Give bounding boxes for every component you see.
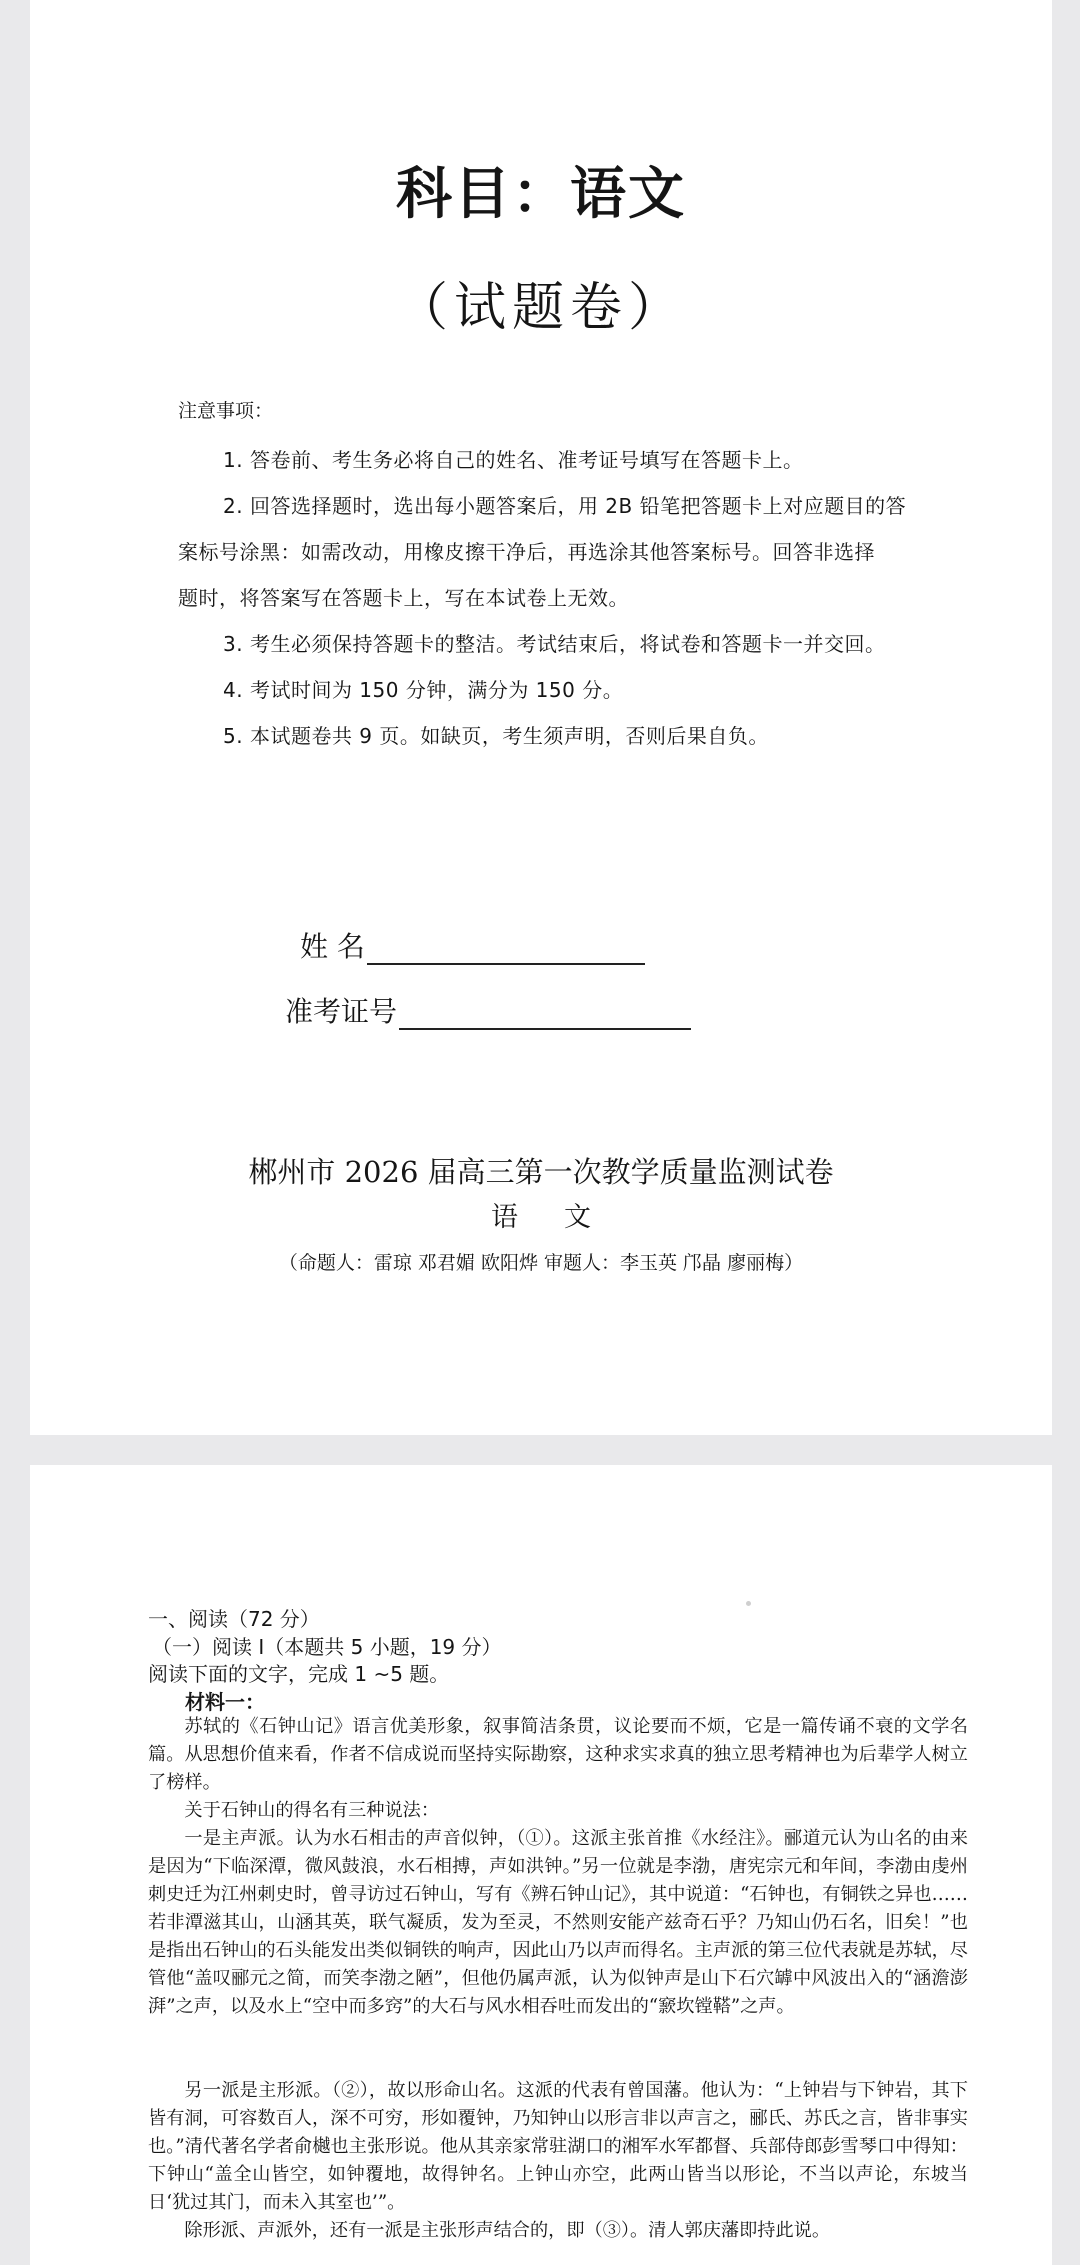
- paragraph: 苏轼的《石钟山记》语言优美形象，叙事简洁条贯，议论要而不烦，它是一篇传诵不衰的文学名篇。从思想价值来看，作者不信成说而坚持实际勘察，这种求实求真的独立思考精神也为后辈学人树立了榜样。: [148, 1716, 968, 1793]
- reading-page: [30, 1465, 1052, 2265]
- name-label: 姓 名: [300, 930, 365, 963]
- exam-subject: 语文: [491, 1202, 637, 1233]
- exam-id-blank[interactable]: [399, 1000, 691, 1030]
- notice-line: 题时，将答案写在答题卡上，写在本试卷上无效。: [178, 586, 629, 610]
- name-blank[interactable]: [367, 935, 645, 965]
- exam-id-field: [285, 990, 691, 1030]
- committee-line: （命题人：雷琼 邓君媚 欧阳烨 审题人：李玉英 邝晶 廖丽梅）: [278, 1252, 804, 1274]
- paragraph: 一是主声派。认为水石相击的声音似钟，（①）。这派主张首推《水经注》。郦道元认为山名的由来是因为“下临深潭，微风鼓浪，水石相搏，声如洪钟。”另一位就是李渤，唐宪宗元和年间，李渤由虔州刺史迁为江州刺史时，曾寻访过石钟山，写有《辨石钟山记》，其中说道：“石钟也，有铜铁之异也……若非潭滋其山，山涵其英，联气凝质，发为至灵，不然则安能产兹奇石乎？乃知山仍石名，旧矣！”也是指出石钟山的石头能发出类似铜铁的响声，因此山乃以声而得名。主声派的第三位代表就是苏轼，尽管他“盖叹郦元之简，而笑李渤之陋”，但他仍属声派，认为似钟声是山下石穴罅中风波出入的“涵澹澎湃”之声，以及水上“空中而多窍”的大石与风水相吞吐而发出的“窾坎镗鞳”之声。: [148, 1828, 968, 2017]
- scan-speck: [746, 1601, 751, 1606]
- name-field: [300, 925, 645, 965]
- notice-line: 4. 考试时间为 150 分钟，满分为 150 分。: [223, 678, 624, 702]
- paper-type-title: （试题卷）: [395, 278, 686, 338]
- notice-heading: 注意事项：: [178, 400, 274, 422]
- subsection-title: （一）阅读 I（本题共 5 小题，19 分）: [152, 1635, 502, 1659]
- section-title: 一、阅读（72 分）: [148, 1607, 320, 1631]
- notice-line: 3. 考生必须保持答题卡的整洁。考试结束后，将试卷和答题卡一并交回。: [223, 632, 886, 656]
- material-label: 材料一：: [185, 1690, 265, 1714]
- notice-line: 案标号涂黑：如需改动，用橡皮擦干净后，再选涂其他答案标号。回答非选择: [178, 540, 875, 564]
- paragraph: 另一派是主形派。（②），故以形命山名。这派的代表有曾国藩。他认为：“上钟岩与下钟岩，其下皆有洞，可容数百人，深不可穷，形如覆钟，乃知钟山以形言非以声言之，郦氏、苏氏之言，皆非事实也。”清代著名学者俞樾也主张形说。他从其亲家常驻湖口的湘军水军都督、兵部侍郎彭雪琴口中得知：下钟山“盖全山皆空，如钟覆地，故得钟名。上钟山亦空，此两山皆当以形论，不当以声论，东坡当日‘犹过其门，而未入其室也’”。: [148, 2080, 968, 2213]
- exam-title: 郴州市 2026 届高三第一次教学质量监测试卷: [248, 1155, 834, 1189]
- cover-page: [30, 0, 1052, 1435]
- paragraph: 关于石钟山的得名有三种说法：: [184, 1800, 440, 1821]
- notice-line: 5. 本试题卷共 9 页。如缺页，考生须声明，否则后果自负。: [223, 724, 769, 748]
- notice-line: 2. 回答选择题时，选出每小题答案后，用 2B 铅笔把答题卡上对应题目的答: [223, 494, 907, 518]
- paragraph: 除形派、声派外，还有一派是主张形声结合的，即（③）。清人郭庆藩即持此说。: [184, 2220, 831, 2241]
- exam-id-label: 准考证号: [285, 995, 398, 1028]
- subject-title: 科目：语文: [396, 162, 686, 227]
- notice-line: 1. 答卷前、考生务必将自己的姓名、准考证号填写在答题卡上。: [223, 448, 804, 472]
- instruction: 阅读下面的文字，完成 1 ~5 题。: [148, 1662, 450, 1686]
